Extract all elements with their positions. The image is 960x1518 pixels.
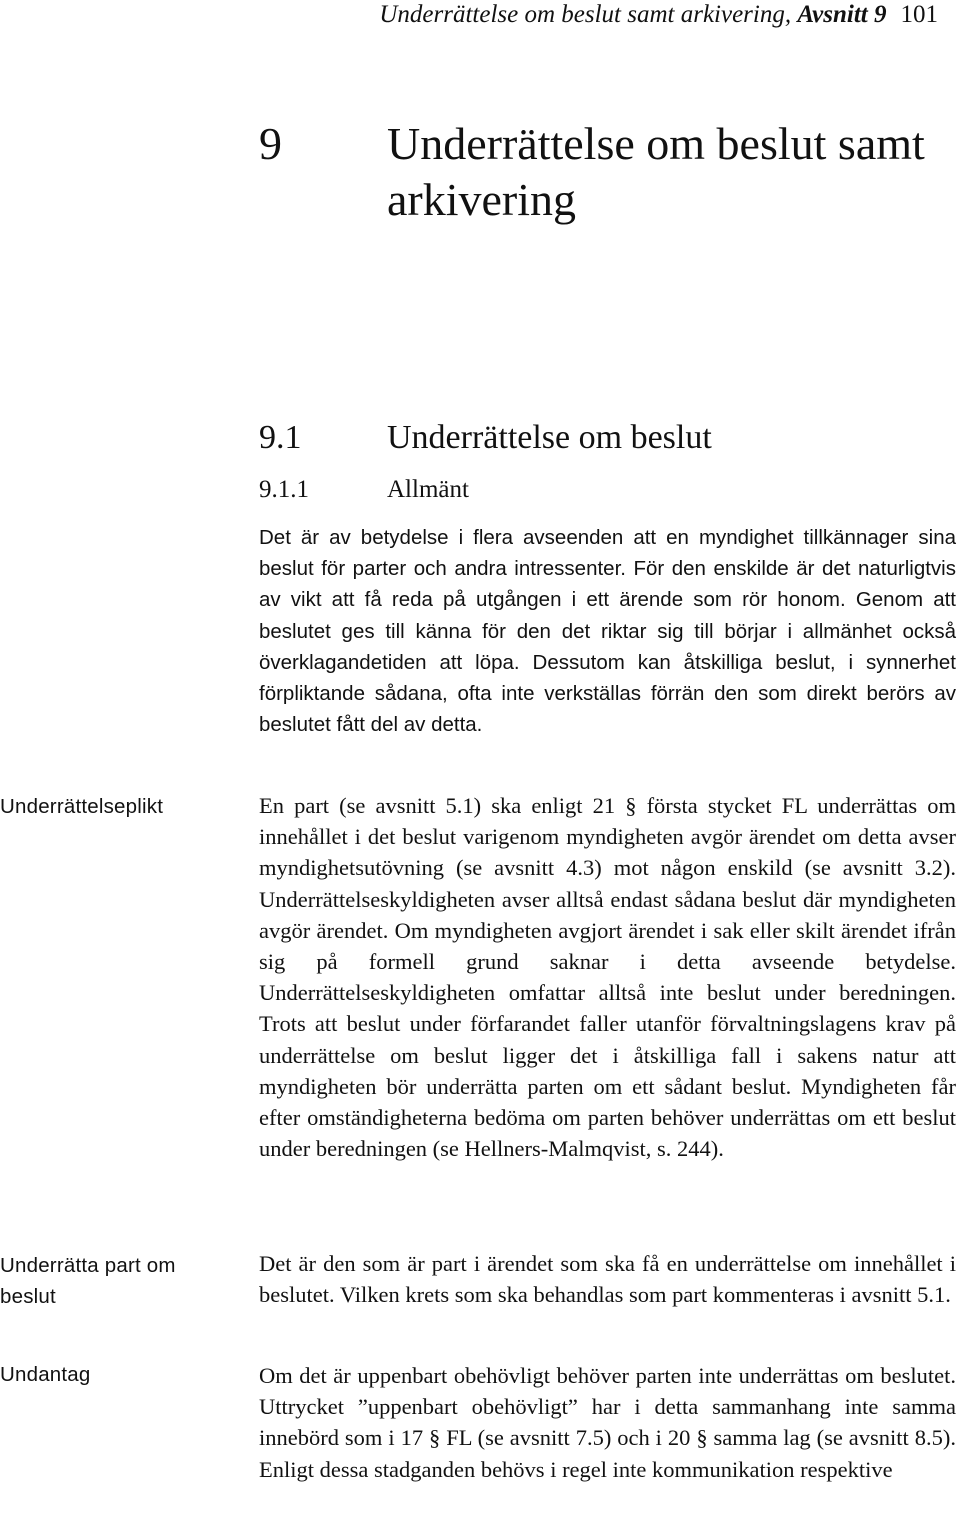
paragraph-exception: Om det är uppenbart obehövligt behöver parten inte underrättas om beslutet. Uttrycket ”uppenbart obehövligt” har i detta sammanhang inte samma innebörd som i 17 § FL (se avsnitt 7.5) och i 20 § samma lag (se avsnitt 8.5). Enligt dessa stadganden behövs i regel inte kommunikation respektive <box>259 1363 956 1482</box>
paragraph-general: Det är av betydelse i flera avseenden att en myndighet tillkännager sina beslut för parter och andra intressenter. För den enskilde är det naturligtvis av vikt att få reda på utgången i ett ärende som rör honom. Genom att beslutet ges till känna för den det riktar sig till börjar i allmänhet också överklagandetiden att löpa. Dessutom kan åtskilliga beslut, i synnerhet förpliktande sådana, ofta inte verkställas förrän den som direkt berörs av beslutet fått del av detta. <box>259 526 956 737</box>
chapter-title: Underrättelse om beslut samt arkivering <box>387 118 925 225</box>
subsection-title: Allmänt <box>387 476 469 503</box>
paragraph-notify-party: Det är den som är part i ärendet som ska få en underrättelse om innehållet i beslutet. Vilken krets som ska behandlas som part kommenteras i avsnitt 5.1. <box>259 1251 956 1308</box>
page-number: 101 <box>900 1 938 28</box>
running-title: Underrättelse om beslut samt arkivering, <box>379 1 798 28</box>
running-header <box>379 0 938 30</box>
margin-note-notify-party: Underrätta part om beslut <box>0 1254 176 1308</box>
margin-note-duty: Underrättelseplikt <box>0 795 164 818</box>
section-number: 9.1 <box>259 419 302 456</box>
subsection-number: 9.1.1 <box>259 476 309 503</box>
paragraph-duty-to-notify: En part (se avsnitt 5.1) ska enligt 21 § första stycket FL underrättas om innehållet i det beslut varigenom myndigheten avgör ärendet om detta avser myndighetsutövning (se avsnitt 4.3) mot någon enskild (se avsnitt 3.2). Underrättelseskyldigheten avser alltså endast sådana beslut där myndigheten avgör ärendet. Om myndigheten avgjort ärendet i sak eller skilt ärendet ifrån sig på formell grund saknar i detta avseende betydelse. Underrättelseskyldigheten omfattar alltså inte beslut under beredningen. Trots att beslut under förfarandet faller utanför förvaltningslagens krav på underrättelse om beslut ligger det i åtskilliga fall i sakens natur att myndigheten bör underrätta parten om ett sådant beslut. Myndigheten får efter omständigheterna bedöma om parten behöver underrättas om ett beslut under beredningen (se Hellners-Malmqvist, s. 244). <box>259 793 956 1162</box>
section-title: Underrättelse om beslut <box>387 419 712 456</box>
margin-note-exception: Undantag <box>0 1363 91 1386</box>
running-section-ref: Avsnitt 9 <box>797 1 887 28</box>
chapter-number: 9 <box>259 118 282 169</box>
